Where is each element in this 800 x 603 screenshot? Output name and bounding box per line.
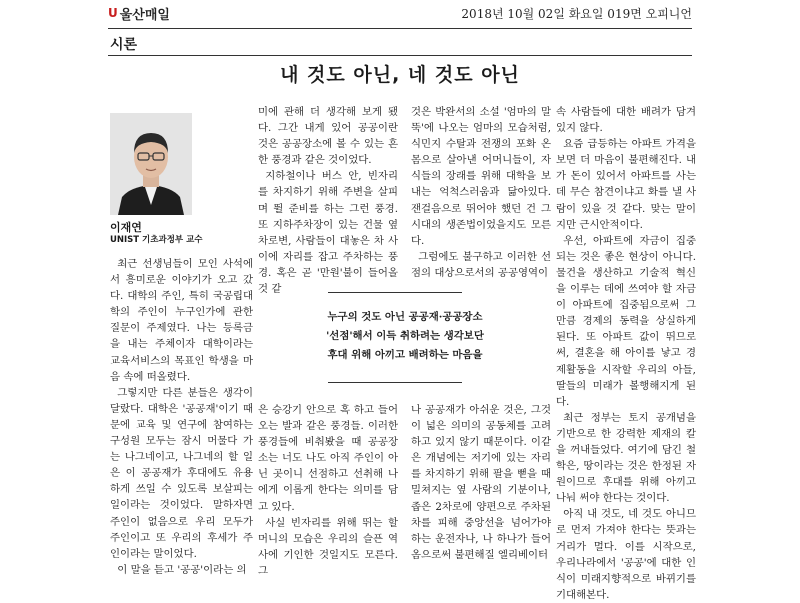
newspaper-logo [108, 4, 170, 22]
paragraph: 이 말을 듣고 '공공'이라는 의 [117, 563, 247, 576]
section-rule [108, 55, 692, 56]
paragraph: 사실 빈자리를 위해 뛰는 할머니의 모습은 우리의 슬픈 역사에 기인한 것일지도 모른다. 그 [258, 516, 398, 577]
paragraph: 은 승강기 안으로 혹 하고 들어오는 발과 같은 풍경들. 이러한 풍경들에 비춰봤을 때 공공장소는 너도 나도 아직 주인이 아닌 곳이니 선점하고 선취해 나에게 이롭게 한다는 의미를 담고 있다. [258, 404, 398, 513]
pullquote [300, 308, 510, 365]
paragraph: 그럼에도 불구하고 이러한 선점의 대상으로서의 공공영역이 [411, 250, 551, 279]
paragraph: 아직 내 것도, 네 것도 아니므로 먼저 가져야 한다는 뜻과는 거리가 멀다. 이를 시작으로, 우리나라에서 '공공'에 대한 인식이 미래지향적으로 바뀌기를 기대해본다. [556, 508, 696, 601]
article-column-2-lower [258, 402, 398, 579]
author-affiliation: UNIST 기초과정부 교수 [110, 235, 203, 245]
logo-mark-icon: U [108, 6, 118, 20]
pullquote-rule-bottom [328, 382, 462, 383]
article-column-3 [411, 104, 551, 281]
section-title: 시론 [110, 37, 138, 53]
pullquote-line: 후대 위해 아끼고 배려하는 마음을 [327, 349, 483, 361]
pullquote-line: '선점'해서 이득 취하려는 생각보단 [326, 330, 484, 342]
paragraph: 속 사람들에 대한 배려가 담겨있지 않다. [556, 106, 696, 135]
author-photo [110, 113, 192, 215]
paragraph: 지하철이나 버스 안, 빈자리를 차지하기 위해 주변을 살피며 뛸 준비를 하는 그런 풍경. 또 지하주차장이 있는 건물 옆 차로변, 사람들이 대놓은 차 사이에 자리를 잡고 주차하는 풍경. 혹은 곧 '만원'불이 들어올 것 같 [258, 170, 398, 296]
article-column-4 [556, 104, 696, 603]
headline: 내 것도 아닌, 네 것도 아닌 [280, 64, 520, 86]
author-name: 이재연 [110, 221, 142, 234]
paragraph: 요즘 급등하는 아파트 가격을 보면 더 마음이 불편해진다. 내가 돈이 있어서 아파트를 사는데 무슨 참견이냐고 화를 낼 사람이 있을 것 같다. 맞는 말이지만 근시안적이다. [556, 138, 696, 231]
paragraph: 그렇지만 다른 분들은 생각이 달랐다. 대학은 '공공재'이기 때문에 교육 및 연구에 참여하는 구성원 모두는 잠시 머물다 가는 나그네이고, 나그네의 할 일은 이 공공재가 후대에도 유용하게 쓰일 수 있도록 보살피는 일이라는 것이었다. 말하자면 주인이 없음으로 우리 모두가 주인이고 또 우리의 후세가 주인이라는 말이었다. [110, 386, 253, 560]
article-column-1 [110, 256, 253, 578]
paragraph: 우선, 아파트에 자금이 집중되는 것은 좋은 현상이 아니다. 물건을 생산하고 기술적 혁신을 이루는 데에 쓰여야 할 자금이 아파트에 집중됨으로써 그만큼 경제의 동력을 상실하게 된다. 또 아파트 값이 뛰므로써, 결혼을 해 아이를 낳고 경제활동을 시작할 우리의 아들, 딸들의 미래가 볼행해지게 된다. [556, 234, 696, 408]
logo-text: 울산매일 [119, 7, 170, 23]
masthead-rule [108, 28, 692, 29]
paragraph: 미에 관해 더 생각해 보게 됐다. 그간 내게 있어 공공이란 것은 공공장소에 볼 수 있는 흔한 풍경과 같은 것이었다. [258, 106, 398, 167]
pullquote-line: 누구의 것도 아닌 공공재·공공장소 [327, 311, 483, 323]
dateline: 2018년 10월 02일 화요일 019면 오피니언 [461, 7, 692, 21]
paragraph: 최근 정부는 토지 공개념을 기반으로 한 강력한 제재의 칼을 꺼내들었다. 여기에 담긴 철학은, 땅이라는 것은 한정된 자원이므로 후대를 위해 아끼고 나눠 써야 한다는 것이다. [556, 411, 696, 505]
paragraph: 최근 선생님들이 모인 사석에서 흥미로운 이야기가 오고 갔다. 대학의 주인, 특히 국공립대학의 주인이 누구인가에 관한 질문이 주제였다. 나는 등록금을 내는 주체이자 대학이라는 교육서비스의 목표인 학생을 마음 속에 떠올렸다. [110, 258, 253, 383]
paragraph: 것은 박완서의 소설 '엄마의 말뚝'에 나오는 엄마의 모습처럼, 식민지 수탈과 전쟁의 포화 온몸으로 살아낸 어머니들이, 자식들의 장래를 위해 대학을 보내는 억척스러움과 닮아있다. 잰걸음으로 뛰어야 했던 건 그 시대의 생존법이었을지도 모른다. [411, 106, 551, 247]
paragraph: 나 공공재가 아쉬운 것은, 그것이 넓은 의미의 공동체를 고려하고 있지 않기 때문이다. 이같은 개념에는 저기에 있는 자리를 차지하기 위해 팔을 뻗을 때 밀쳐지는 옆 사람의 기분이나, 좁은 2차로에 양편으로 주차된 차를 피해 중앙선을 넘어가야하는 운전자나, 나 하나가 들어옴으로써 불편해질 엘리베이터 [411, 404, 551, 561]
article-column-2 [258, 104, 398, 297]
pullquote-rule-top [328, 292, 462, 293]
article-column-3-lower [411, 402, 551, 563]
